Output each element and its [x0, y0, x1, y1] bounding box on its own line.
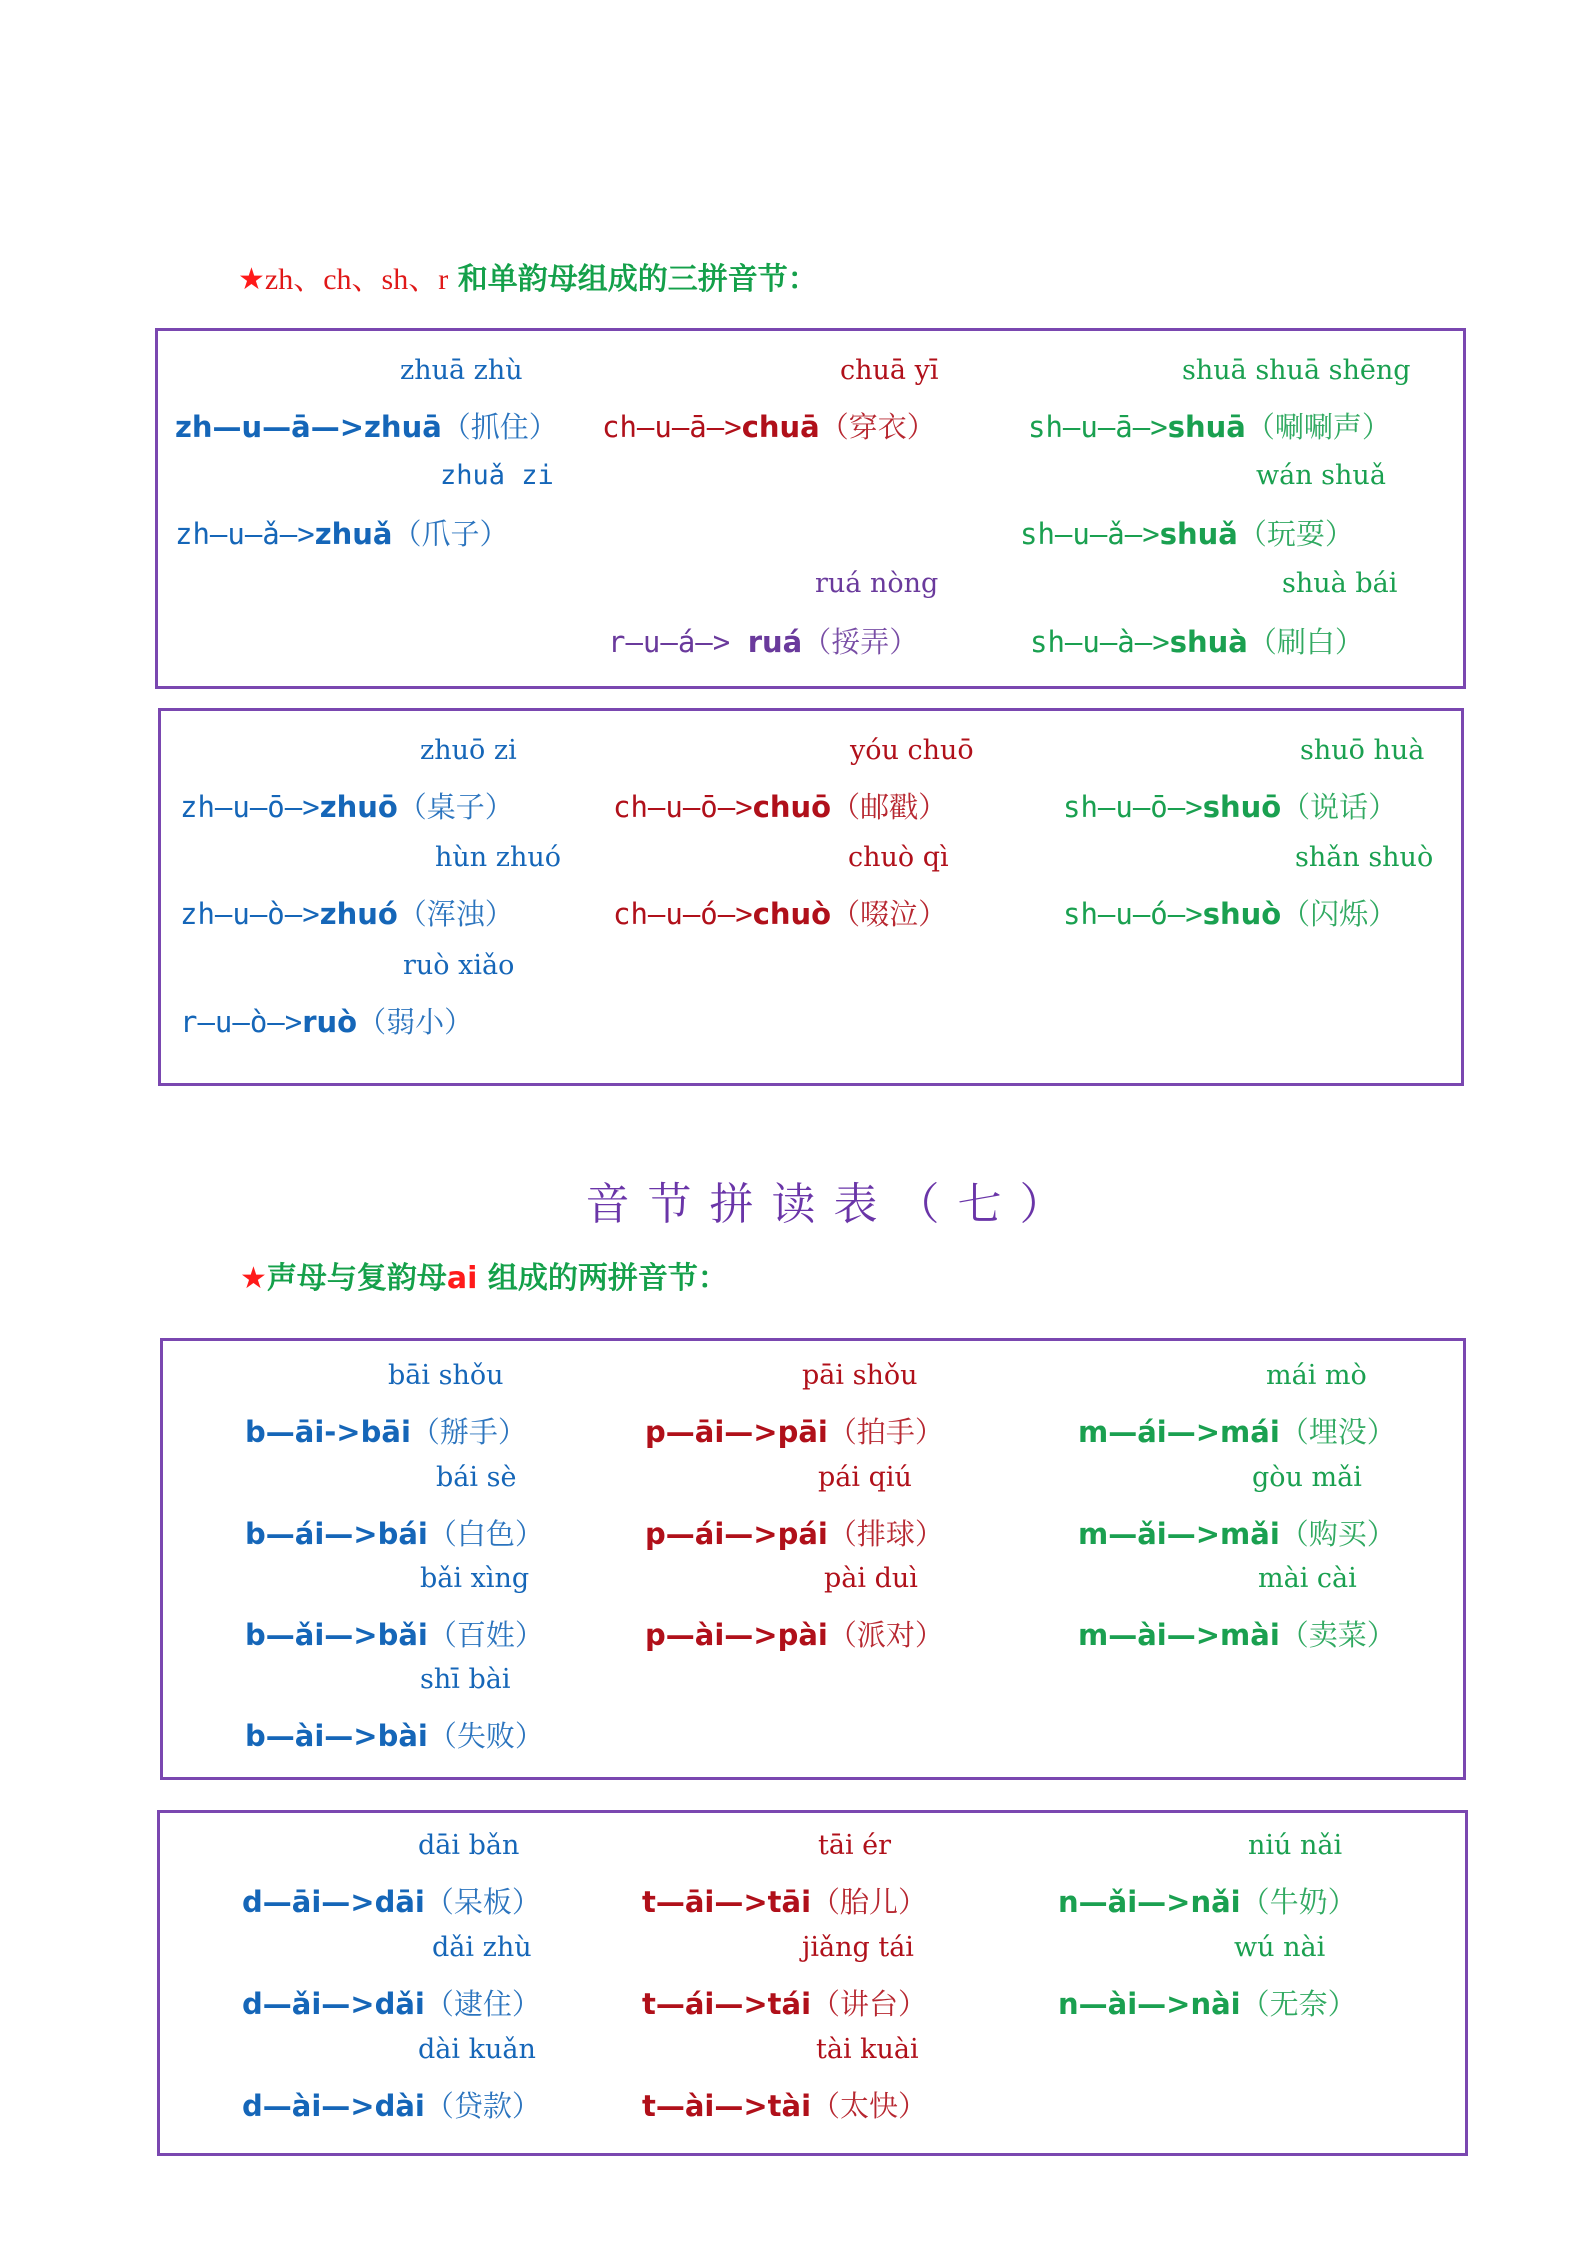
- star-icon: ★: [240, 1261, 267, 1296]
- spelling-row: zh—u—ō—>zhuō（桌子）: [180, 790, 514, 824]
- spelling-row: zh—u—ò—>zhuó（浑浊）: [180, 897, 514, 931]
- pinyin-label: pái qiú: [818, 1462, 912, 1493]
- pinyin-label: tāi ér: [818, 1830, 892, 1861]
- pinyin-label: hùn zhuó: [435, 842, 562, 873]
- spelling-row: r—u—á—> ruá（挼弄）: [608, 625, 919, 659]
- spelling-row: b—āi->bāi（掰手）: [245, 1415, 527, 1449]
- section1-heading: [238, 254, 818, 298]
- star-icon: ★: [238, 262, 265, 297]
- spelling-row: n—ài—>nài（无奈）: [1058, 1987, 1357, 2021]
- pinyin-label: pāi shǒu: [802, 1360, 918, 1391]
- spelling-row: m—ái—>mái（埋没）: [1078, 1415, 1396, 1449]
- spelling-row: m—ǎi—>mǎi（购买）: [1078, 1517, 1396, 1551]
- spelling-row: t—ái—>tái（讲台）: [642, 1987, 928, 2021]
- spelling-row: d—āi—>dāi（呆板）: [242, 1885, 541, 1919]
- section2-heading: ★声母与复韵母ai 组成的两拼音节：: [240, 1261, 728, 1296]
- pinyin-label: wán shuǎ: [1256, 460, 1386, 491]
- spelling-row: ch—u—ó—>chuò（啜泣）: [613, 897, 948, 931]
- heading-text: 和单韵母组成的三拼音节：: [457, 262, 818, 297]
- spelling-row: sh—u—ō—>shuō（说话）: [1063, 790, 1398, 824]
- pinyin-label: wú nài: [1234, 1932, 1326, 1963]
- pinyin-label: gòu mǎi: [1252, 1462, 1362, 1493]
- pinyin-label: chuā yī: [840, 355, 939, 386]
- spelling-row: t—āi—>tāi（胎儿）: [642, 1885, 928, 1919]
- spelling-row: b—ài—>bài（失败）: [245, 1719, 544, 1753]
- spelling-row: ch—u—ā—>chuā（穿衣）: [602, 410, 936, 444]
- spelling-row: sh—u—ó—>shuò（闪烁）: [1063, 897, 1398, 931]
- pinyin-label: bái sè: [436, 1462, 517, 1493]
- pinyin-label: chuò qì: [848, 842, 949, 873]
- spelling-row: b—ǎi—>bǎi（百姓）: [245, 1618, 544, 1652]
- page-title: 音节拼读表（七）: [585, 1179, 1082, 1230]
- pinyin-label: shī bài: [420, 1664, 511, 1695]
- pinyin-label: mái mò: [1266, 1360, 1367, 1391]
- pinyin-label: ruá nòng: [815, 568, 939, 599]
- spelling-row: d—ài—>dài（贷款）: [242, 2089, 541, 2123]
- pinyin-label: zhuǎ zi: [440, 460, 554, 491]
- spelling-row: m—ài—>mài（卖菜）: [1078, 1618, 1396, 1652]
- spelling-row: n—ǎi—>nǎi（牛奶）: [1058, 1885, 1357, 1919]
- pinyin-label: zhuō zi: [420, 735, 517, 766]
- spelling-row: sh—u—ǎ—>shuǎ（玩耍）: [1020, 517, 1354, 551]
- spelling-row: p—āi—>pāi（拍手）: [645, 1415, 944, 1449]
- pinyin-label: mài cài: [1258, 1563, 1357, 1594]
- spelling-row: b—ái—>bái（白色）: [245, 1517, 544, 1551]
- spelling-row: sh—u—à—>shuà（刷白）: [1030, 625, 1364, 659]
- pinyin-label: zhuā zhù: [400, 355, 523, 386]
- pinyin-label: ruò xiǎo: [403, 950, 515, 981]
- spelling-row: sh—u—ā—>shuā（唰唰声）: [1028, 410, 1391, 444]
- spelling-row: zh—u—ǎ—>zhuǎ（爪子）: [175, 517, 509, 551]
- pinyin-label: tài kuài: [816, 2034, 919, 2065]
- pinyin-label: dāi bǎn: [418, 1830, 520, 1861]
- spelling-row: ch—u—ō—>chuō（邮戳）: [613, 790, 948, 824]
- pinyin-label: niú nǎi: [1248, 1830, 1343, 1861]
- spelling-row: r—u—ò—>ruò（弱小）: [180, 1005, 474, 1039]
- spelling-row: zh—u—ā—>zhuā（抓住）: [175, 410, 558, 444]
- pinyin-label: bāi shǒu: [388, 1360, 504, 1391]
- pinyin-label: shuā shuā shēng: [1182, 355, 1411, 386]
- spelling-row: d—ǎi—>dǎi（逮住）: [242, 1987, 541, 2021]
- spelling-row: p—ài—>pài（派对）: [645, 1618, 944, 1652]
- spelling-row: t—ài—>tài（太快）: [642, 2089, 928, 2123]
- pinyin-label: dài kuǎn: [418, 2034, 536, 2065]
- spelling-row: p—ái—>pái（排球）: [645, 1517, 944, 1551]
- pinyin-label: shuà bái: [1282, 568, 1398, 599]
- pinyin-label: shǎn shuò: [1295, 842, 1434, 873]
- pinyin-label: pài duì: [824, 1563, 918, 1594]
- pinyin-label: bǎi xìng: [420, 1563, 530, 1594]
- pinyin-label: jiǎng tái: [802, 1932, 914, 1963]
- pinyin-label: shuō huà: [1300, 735, 1425, 766]
- pinyin-label: dǎi zhù: [432, 1932, 532, 1963]
- heading-initials: zh、ch、sh、r: [264, 263, 449, 296]
- pinyin-label: yóu chuō: [850, 735, 974, 766]
